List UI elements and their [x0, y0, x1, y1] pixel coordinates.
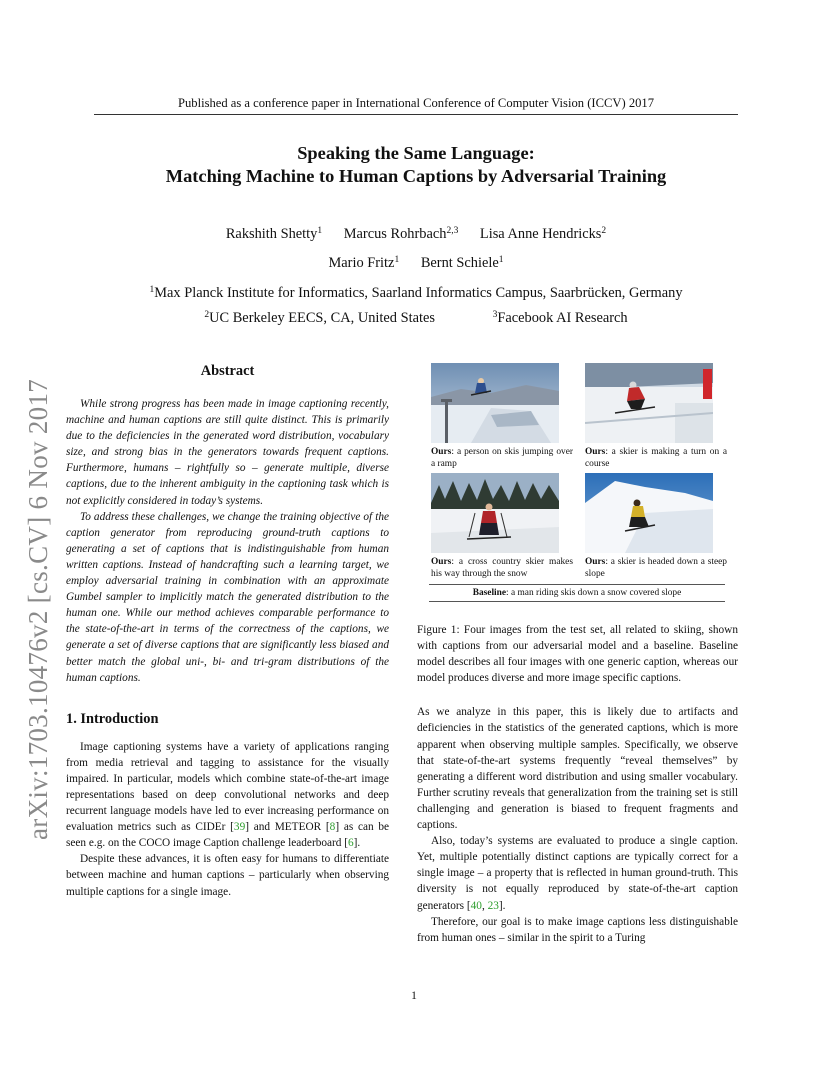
- arxiv-stamp: arXiv:1703.10476v2 [cs.CV] 6 Nov 2017: [23, 378, 53, 840]
- introduction-heading: 1. Introduction: [66, 710, 159, 727]
- image-caption: Ours: a skier is making a turn on a course: [585, 447, 727, 469]
- image-caption: Ours: a skier is headed down a steep slope: [585, 557, 727, 579]
- steep-slope-photo: [585, 473, 713, 553]
- body-paragraph: As we analyze in this paper, this is likely due to artifacts and deficiencies in the statistics of the generated captions, which is more apparent when observing multiple samples. Specifically, we observe that state-of-the-art systems frequently “reveal themselves” by generating a different word distribution and using smaller vocabulary. Further scrutiny reveals that generalization from the training set is still challenging and generation is biased to frequent fragments and captions.: [417, 706, 738, 832]
- title-line-2: Matching Machine to Human Captions by Adversarial Training: [165, 166, 667, 186]
- ski-jump-photo: [431, 363, 559, 443]
- image-caption: Ours: a person on skis jumping over a ramp: [431, 447, 573, 469]
- affiliation-row-1: $^1$Max Planck Institute for Informatics, Saarland Informatics Campus, Saarbrücken, Germany: [149, 285, 683, 301]
- citation-link[interactable]: 39: [233, 821, 246, 834]
- page-number: 1: [411, 990, 417, 1002]
- citation-link[interactable]: 23: [487, 899, 499, 912]
- citation-link[interactable]: 8: [329, 821, 336, 834]
- body-paragraph: Also, today’s systems are evaluated to produce a single caption. Yet, multiple potentially distinct captions are typically correct for a single image – a property that is reflected in human ground-truth. This diversity is not equally reproduced by state-of-the-art caption generators [40, 23].: [417, 835, 738, 912]
- image-caption: Ours: a cross country skier makes his way through the snow: [431, 557, 573, 579]
- author: Mario Fritz$^1$: [328, 255, 400, 271]
- abstract-paragraph: To address these challenges, we change the training objective of the caption generator from reproducing ground-truth captions to generating a set of captions that is indistinguishable from human written captions. Instead of handcrafting such a learning target, we employ adversarial training in combination with an approximate Gumbel sampler to implicitly match the generated distribution to the human one. While our method achieves comparable performance to the state-of-the-art in terms of the correctness of the captions, we generate a set of diverse captions that are significantly less biased and better match the global uni-, bi- and tri-gram distributions of the human captions.: [66, 510, 389, 684]
- abstract-heading: Abstract: [200, 363, 255, 379]
- abstract-paragraph: While strong progress has been made in image captioning recently, machine and human captions are still quite distinct. This is primarily due to the deficiencies in the generated word distribution, vocabulary size, and strong bias in the generators towards frequent captions. Furthermore, humans – rightfully so – generate multiple, diverse captions, due to the inherent ambiguity in the captioning task which is not explicitly considered in today’s systems.: [66, 398, 389, 507]
- citation-link[interactable]: 6: [348, 837, 354, 850]
- paper-title: [94, 142, 738, 188]
- author-row-1: [94, 218, 738, 247]
- abstract-body: [66, 396, 389, 686]
- conference-header: Published as a conference paper in International Conference of Computer Vision (ICCV) 2017: [94, 95, 738, 115]
- affiliation: $^2$UC Berkeley EECS, CA, United States: [204, 310, 435, 326]
- author-row-2: [94, 247, 738, 276]
- right-column: [417, 360, 738, 946]
- affiliation: $^3$Facebook AI Research: [492, 310, 628, 326]
- author: Bernt Schiele$^1$: [420, 255, 504, 271]
- title-line-1: Speaking the Same Language:: [297, 143, 535, 163]
- author-list: [94, 218, 738, 276]
- introduction-body: [66, 739, 389, 900]
- affiliation-row-2: [94, 304, 738, 329]
- cross-country-skier-photo: [431, 473, 559, 553]
- intro-paragraph: Despite these advances, it is often easy for humans to differentiate between machine and human captions – particularly when observing multiple captions for a single image.: [66, 853, 389, 898]
- left-column: [66, 360, 389, 900]
- citation-link[interactable]: 40: [470, 899, 482, 912]
- author: Rakshith Shetty$^1$: [225, 226, 323, 242]
- body-paragraph: Therefore, our goal is to make image captions less distinguishable from human ones – similar in the spirit to a Turing: [417, 915, 738, 944]
- author: Lisa Anne Hendricks$^2$: [479, 226, 607, 242]
- affiliations: [94, 279, 738, 329]
- skier-turn-photo: [585, 363, 713, 443]
- baseline-caption: Baseline: a man riding skis down a snow covered slope: [429, 584, 725, 602]
- figure-1: [417, 360, 738, 606]
- intro-paragraph: Image captioning systems have a variety of applications ranging from media retrieval and tagging to assistance for the visually impaired. In particular, models which combine state-of-the-art image representations based on deep convolutional networks and deep recurrent language models have led to ever increasing performance on evaluation metrics such as CIDEr [39] and METEOR [8] as can be seen e.g. on the COCO image Caption challenge leaderboard [6].: [66, 740, 390, 850]
- author: Marcus Rohrbach$^{2,3}$: [343, 226, 459, 242]
- right-column-body: [417, 704, 738, 945]
- figure-caption: Figure 1: Four images from the test set, all related to skiing, shown with captions from our adversarial model and a baseline. Baseline model describes all four images with one generic caption, whereas our model produces diverse and more image specific captions.: [417, 624, 738, 685]
